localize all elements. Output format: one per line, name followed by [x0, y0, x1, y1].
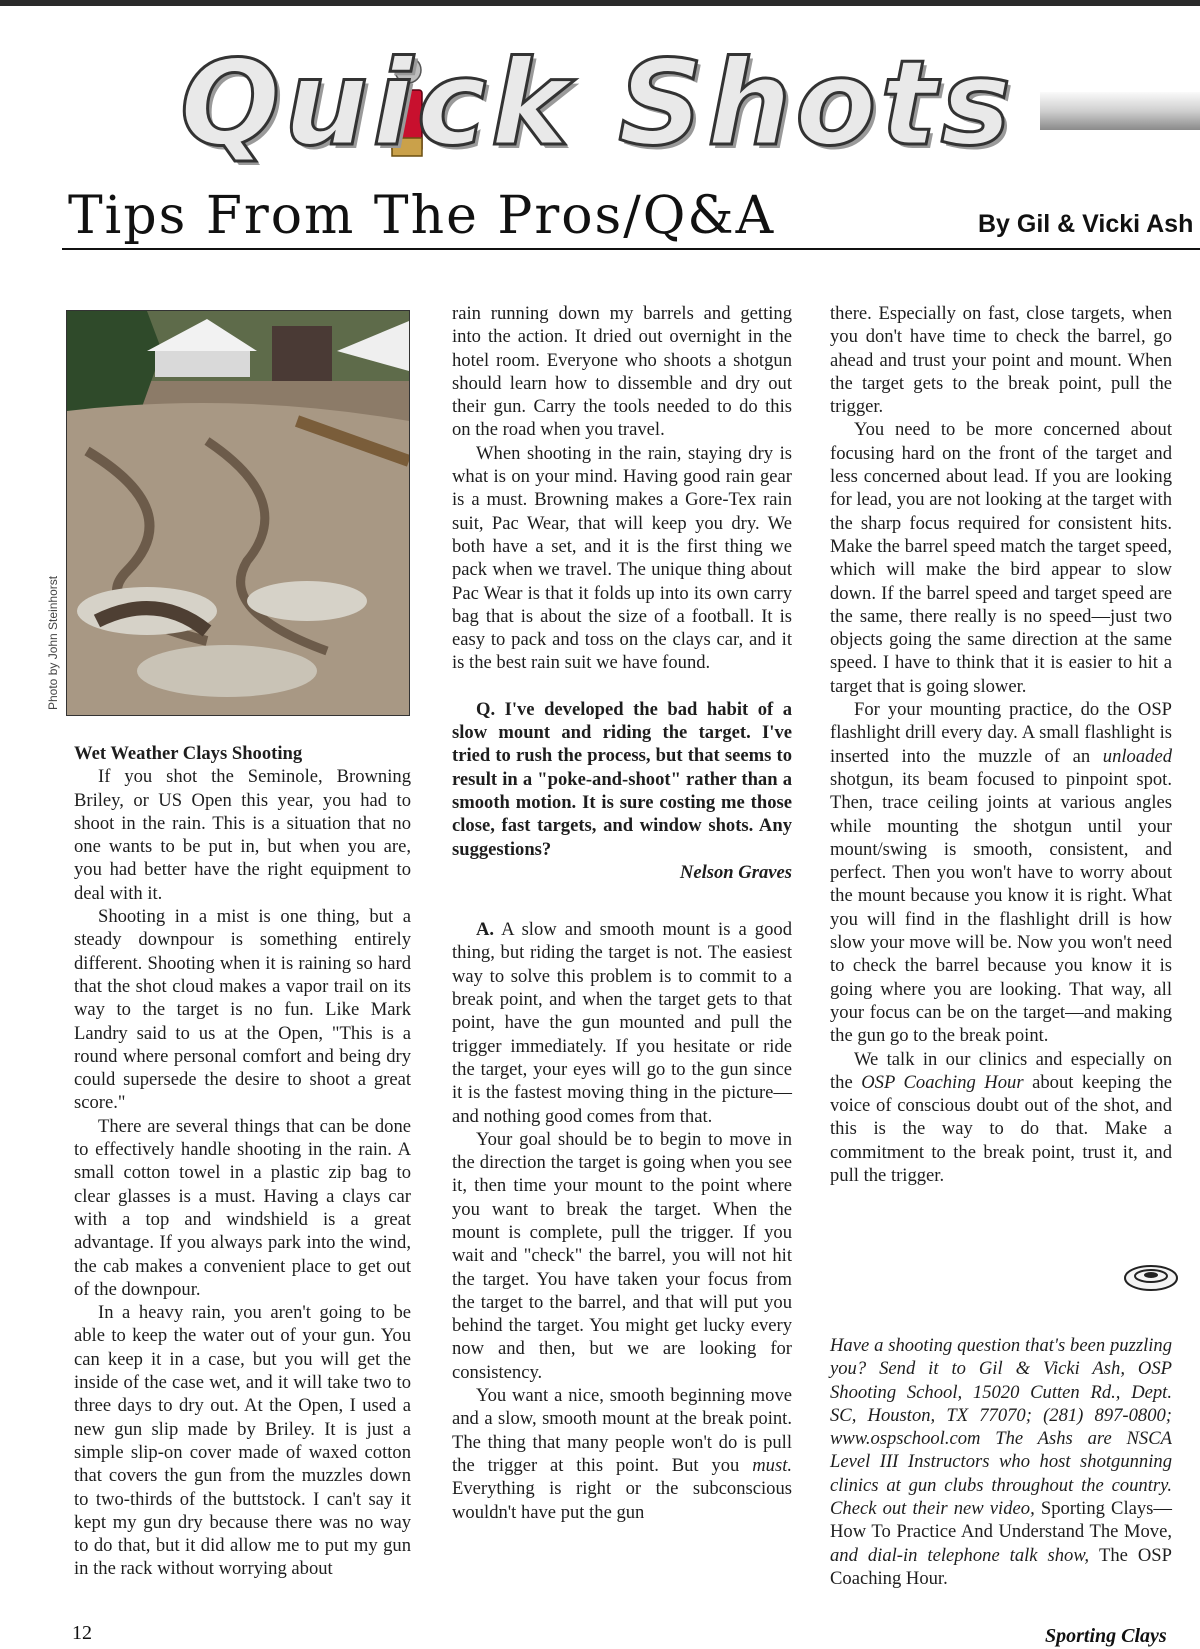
- text-run: Have a shooting question that's been puzzling you? Send it to Gil & Vicki Ash, OSP Shooting School, 15020 Cutten Rd., Dept. SC, Houston, TX 77070; (281) 897-0800; www.ospschool.com The Ashs are NSCA Level III Instructors who host shotgunning clinics at gun clubs throughout the country. Check out their new video,: [830, 1335, 1172, 1520]
- text-run: and dial-in telephone talk show,: [830, 1544, 1090, 1566]
- emphasis: must.: [752, 1454, 793, 1476]
- answer-label: A.: [476, 919, 495, 941]
- answer-text: A slow and smooth mount is a good thing, but riding the target is not. The easiest way to solve this problem is to commit to a break point, and when the target gets to that point, have the gun mounted and pull the trigger immediately. If you hesitate or ride the target, your eyes will go to the gun since it is the fastest moving thing in the picture—and nothing good comes from that.: [452, 919, 792, 1127]
- paragraph: there. Especially on fast, close targets, when you don't have time to check the barrel, go ahead and trust your point and mount. When the target gets to the break point, pull the trigger.: [830, 303, 1172, 418]
- magazine-name: Sporting Clays: [1045, 1625, 1167, 1647]
- paragraph: [452, 1384, 792, 1524]
- video-title: Sporting Clays—How To Practice And Understand The Move,: [830, 1498, 1173, 1543]
- text-run: about keeping the voice of conscious doubt out of the shot, and this is the way to do that. Make a commitment to the break point, trust it, and pull the trigger.: [830, 1071, 1172, 1186]
- emphasis: OSP Coaching Hour: [861, 1071, 1024, 1093]
- byline: By Gil & Vicki Ash: [978, 210, 1194, 238]
- show-title: The OSP Coaching Hour.: [830, 1544, 1172, 1589]
- paragraph: If you shot the Seminole, Browning Briley, or US Open this year, you had to shoot in the rain. This is a situation that no one wants to be put in, but when you are, you had better have the right equipment to deal with it.: [74, 766, 411, 904]
- page-title: Tips From The Pros/Q&A: [68, 186, 776, 246]
- paragraph: rain running down my barrels and getting into the action. It dried out overnight in the hotel room. Everyone who shoots a shotgun should learn how to dissemble and dry out their gun. Carry the tools needed to do this on the road when you travel.: [452, 303, 792, 441]
- paragraph: [830, 1048, 1172, 1188]
- paragraph: Shooting in a mist is one thing, but a steady downpour is something entirely different. Shooting when it is raining so hard that the shot cloud makes a vapor trail on its way to the target is no fun. Like Mark Landry said to us at the Open, "This is a round where personal comfort and being dry could supersede the desire to shoot a great score.": [74, 906, 411, 1114]
- question-author: Nelson Graves: [679, 861, 792, 883]
- text-run: We talk in our clinics and especially on the: [830, 1048, 1172, 1093]
- paragraph: [830, 698, 1172, 1047]
- emphasis: unloaded: [1102, 745, 1172, 767]
- paragraph: When shooting in the rain, staying dry is what is on your mind. Having good rain gear is a must. Browning makes a Gore-Tex rain suit, Pac Wear, that will keep you dry. We both have a set, and it is the first thing we pack when we travel. The unique thing about Pac Wear is that it folds up into its own carry bag that is about the size of a football. It is easy to pack and toss on the clays car, and it is the best rain suit we have found.: [452, 442, 792, 674]
- masthead-logo: Quick Shots: [180, 34, 1015, 172]
- reader-question: Q. I've developed the bad habit of a slow mount and riding the target. I've tried to rush the process, but that seems to result in a "poke-and-shoot" rather than a smooth motion. It is sure costing me those close, fast targets, and window shots. Any suggestions?: [452, 698, 792, 860]
- column-3: [830, 302, 1172, 1187]
- column-2: [452, 302, 792, 1524]
- answer-paragraph: [452, 918, 792, 1128]
- text-run: shotgun, its beam focused to pinpoint spot. Then, trace ceiling joints at various angles while mounting the shotgun until your mount/swing is smooth, consistent, and perfect. Then you won't have to worry about the mount because you know it is right. What you will find in the flashlight drill is how slow your move will be. Now you won't need to check the barrel because you know it is going where you are looking. That way, all your focus can be on the target—and making the gun go to the break point.: [830, 768, 1172, 1047]
- text-run: Everything is right or the subconscious wouldn't have put the gun: [452, 1478, 792, 1523]
- column-1: [74, 742, 411, 1581]
- top-border: [0, 0, 1200, 6]
- paragraph: You need to be more concerned about focusing hard on the front of the target and less concerned about lead. If you are looking for lead, you are not looking at the target with the sharp focus required for consistent hits. Make the barrel speed match the target speed, which will make the bird appear to slow down. If the barrel speed and target speed are the same, there really is no speed—just two objects going the same direction at the same speed. I have to think that it is easier to hit a target that is going slower.: [830, 419, 1172, 697]
- text-run: For your mounting practice, do the OSP flashlight drill every day. A small flashlight is inserted into the muzzle of an: [830, 699, 1172, 767]
- muddy-field-photo: [66, 310, 410, 716]
- paragraph: In a heavy rain, you aren't going to be able to keep the water out of your gun. You can keep it in a case, but you will get the inside of the case wet, and it will take two to three days to dry out. At the Open, I used a new gun slip made by Briley. It is just a simple slip-on cover made of waxed cotton that covers the gun from the muzzles down to two-thirds of the buttstock. I can't say it kept my gun dry because there was no way to do that, but it did allow me to put my gun in the rack without worrying about: [74, 1302, 411, 1580]
- text-run: You want a nice, smooth beginning move and a slow, smooth mount at the break point. The thing that many people won't do is pull the trigger at this point. But you: [452, 1385, 792, 1476]
- photo-credit: Photo by John Steinhorst: [46, 575, 60, 710]
- section-heading: Wet Weather Clays Shooting: [74, 743, 303, 764]
- clay-target-icon: [1123, 1263, 1179, 1293]
- title-rule: [62, 248, 1200, 250]
- page-number: 12: [72, 1622, 92, 1644]
- paragraph: Your goal should be to begin to move in the direction the target is going when you see it, then time your mount to the point where you want to break the target. When the mount is complete, pull the trigger. If you wait and "check" the barrel, you will not hit the target. You have taken your focus from the target to the barrel, and that will put you behind the target. You might get lucky every now and then, but we are looking for consistency.: [452, 1128, 792, 1383]
- paragraph: There are several things that can be done to effectively handle shooting in the rain. A small cotton towel in a plastic zip bag to clear glasses is a must. Having a clays car with a top and windshield is a great advantage. If you always park into the wind, the cab makes a convenient place to get out of the downpour.: [74, 1115, 411, 1300]
- author-note: [830, 1334, 1172, 1590]
